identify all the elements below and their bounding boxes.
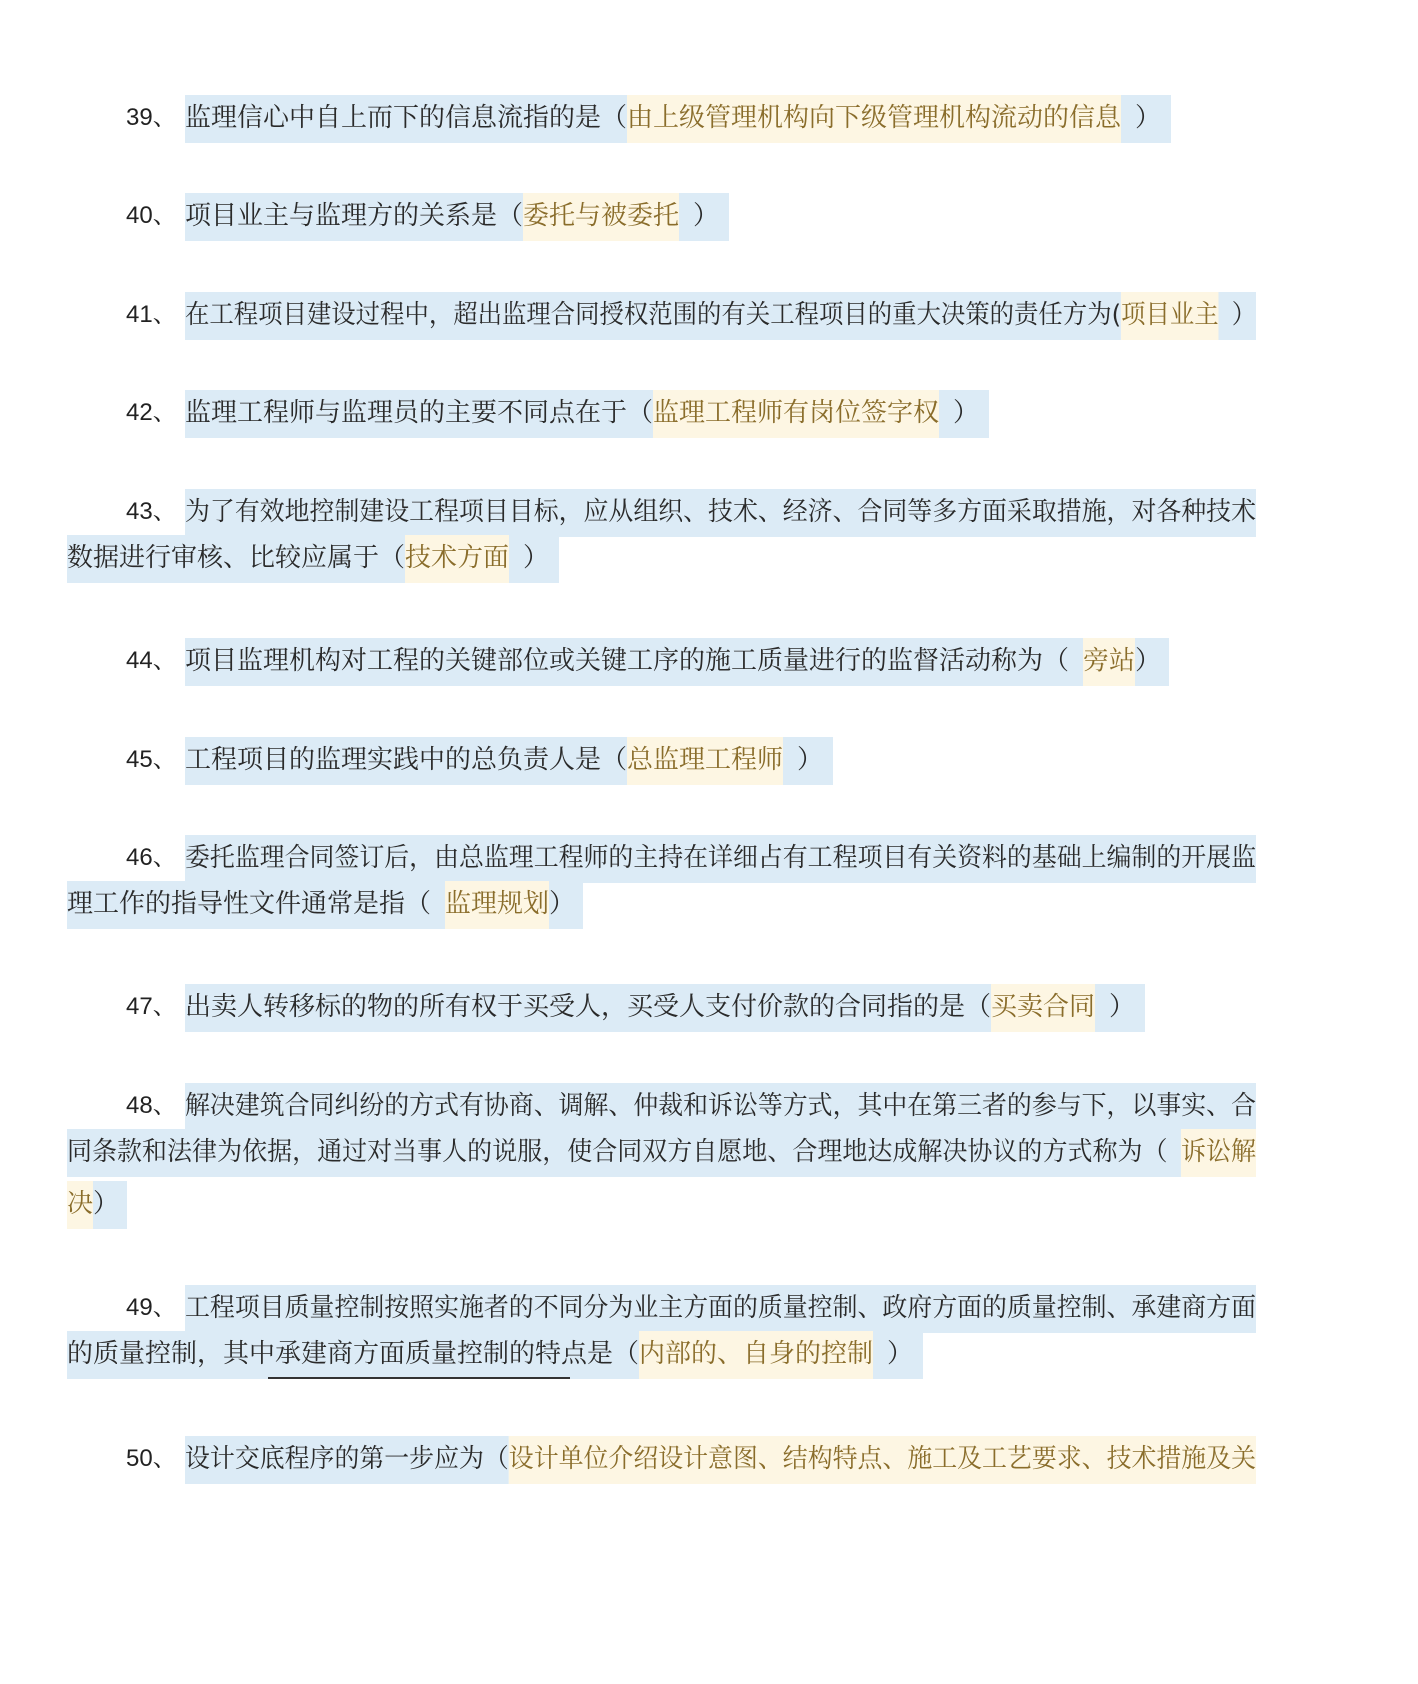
close-paren: ） [93, 1189, 120, 1219]
question-number: 44、 [126, 647, 177, 674]
answer-text: 监理工程师有岗位签字权 [653, 390, 939, 438]
question-text: 工程项目的监理实践中的总负责人是（ [185, 737, 627, 785]
question-text-line-2: 数据进行审核、比较应属于（ [67, 535, 405, 583]
question-number: 48、 [126, 1092, 177, 1119]
close-paren: ） [693, 201, 720, 231]
close-paren: ） [1109, 992, 1136, 1022]
question-text: 项目监理机构对工程的关键部位或关键工序的施工质量进行的监督活动称为（ [185, 638, 1069, 686]
answer-text: 诉讼解 [1181, 1129, 1256, 1177]
close-paren: ） [1135, 103, 1162, 133]
question-text-line-2: 理工作的指导性文件通常是指（ [67, 881, 431, 929]
question-number: 39、 [126, 104, 177, 131]
question-number: 45、 [126, 746, 177, 773]
question-text-line-2: 同条款和法律为依据，通过对当事人的说服，使合同双方自愿地、合理地达成解决协议的方式称为（ [67, 1129, 1168, 1177]
answer-text: 技术方面 [405, 535, 509, 583]
question-number: 43、 [126, 498, 177, 525]
close-paren: ） [523, 543, 550, 573]
question-number: 49、 [126, 1294, 177, 1321]
answer-text: 总监理工程师 [627, 737, 783, 785]
question-text-line-1: 为了有效地控制建设工程项目目标，应从组织、技术、经济、合同等多方面采取措施，对各种技术 [185, 489, 1256, 537]
question-number: 41、 [126, 301, 177, 328]
close-paren: ） [953, 398, 980, 428]
question-number: 46、 [126, 844, 177, 871]
question-text-line-1: 委托监理合同签订后，由总监理工程师的主持在详细占有工程项目有关资料的基础上编制的开展监 [185, 835, 1256, 883]
question-number: 42、 [126, 399, 177, 426]
underline-mark [268, 1377, 570, 1379]
question-text: 出卖人转移标的物的所有权于买受人，买受人支付价款的合同指的是（ [185, 984, 991, 1032]
answer-text: 买卖合同 [991, 984, 1095, 1032]
question-text-line-1: 工程项目质量控制按照实施者的不同分为业主方面的质量控制、政府方面的质量控制、承建商方面 [185, 1285, 1256, 1333]
question-text-line-1: 解决建筑合同纠纷的方式有协商、调解、仲裁和诉讼等方式，其中在第三者的参与下，以事实、合 [185, 1083, 1256, 1131]
question-text: 在工程项目建设过程中，超出监理合同授权范围的有关工程项目的重大决策的责任方为( [185, 292, 1121, 340]
close-paren: ） [887, 1339, 914, 1369]
close-paren: ） [1135, 646, 1162, 676]
close-paren: ） [549, 889, 576, 919]
answer-text: 由上级管理机构向下级管理机构流动的信息 [627, 95, 1121, 143]
question-text: 监理工程师与监理员的主要不同点在于（ [185, 390, 653, 438]
answer-text: 委托与被委托 [523, 193, 679, 241]
question-text: 项目业主与监理方的关系是（ [185, 193, 523, 241]
question-text: 监理信心中自上而下的信息流指的是（ [185, 95, 627, 143]
answer-text: 设计单位介绍设计意图、结构特点、施工及工艺要求、技术措施及关 [509, 1436, 1256, 1484]
question-number: 47、 [126, 993, 177, 1020]
close-paren: ） [797, 745, 824, 775]
question-number: 40、 [126, 202, 177, 229]
close-paren: ） [1231, 300, 1257, 330]
answer-text: 项目业主 [1121, 292, 1219, 340]
question-text: 设计交底程序的第一步应为（ [185, 1436, 509, 1484]
answer-text: 监理规划 [445, 881, 549, 929]
answer-text-continued: 决 [67, 1181, 93, 1229]
question-number: 50、 [126, 1445, 177, 1472]
question-text-line-2: 的质量控制，其中承建商方面质量控制的特点是（ [67, 1331, 639, 1379]
answer-text: 内部的、自身的控制 [639, 1331, 873, 1379]
answer-text: 旁站 [1083, 638, 1135, 686]
